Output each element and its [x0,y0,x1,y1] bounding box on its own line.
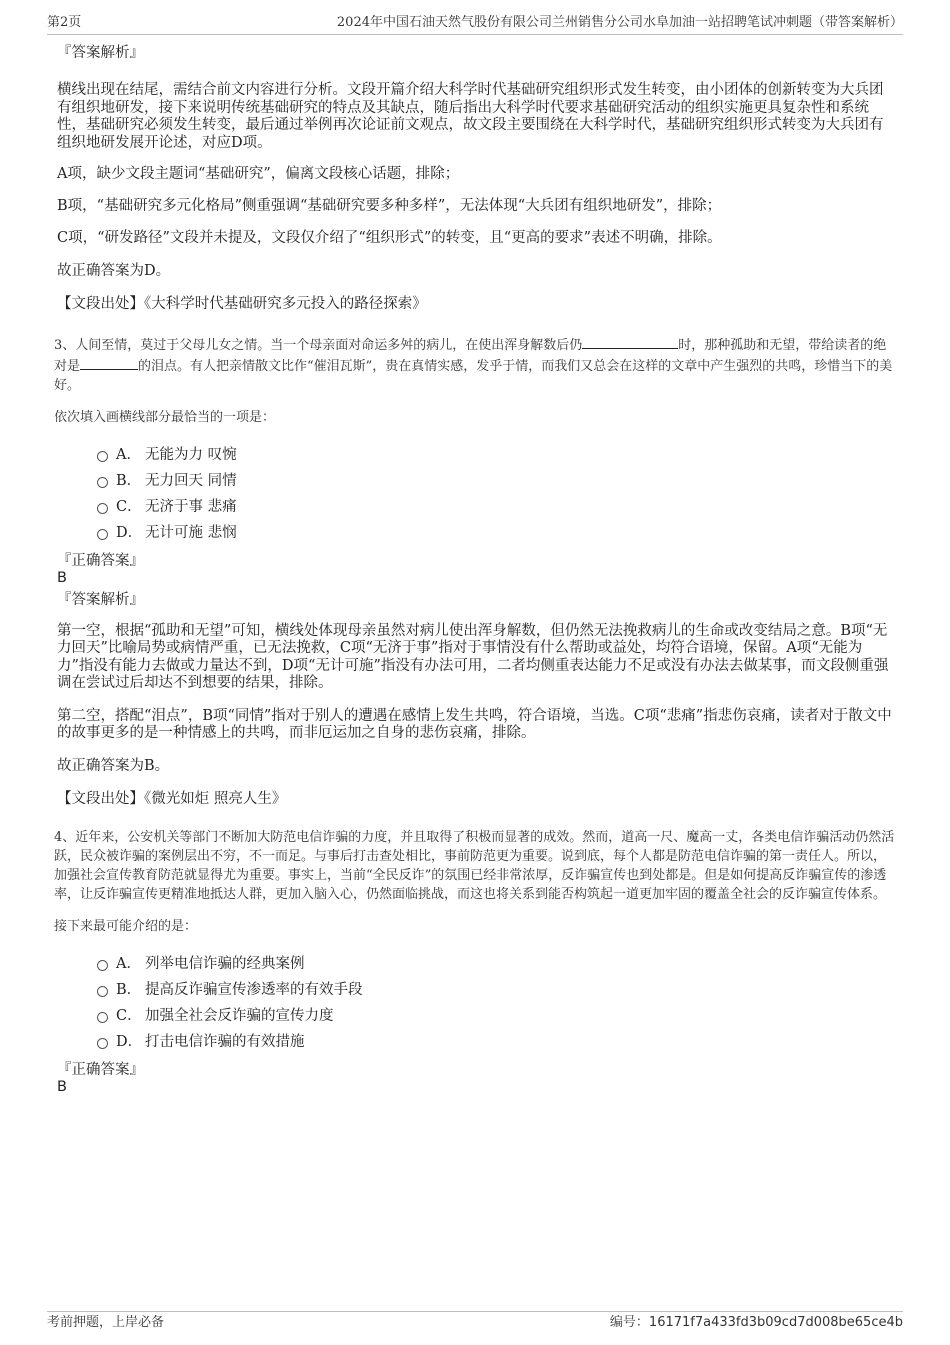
q4-correct-heading: 『正确答案』 [57,1061,144,1078]
q3-option-b[interactable]: B． 无力回天 同情 [97,468,897,494]
q3-analysis-p1: 第一空，根据“孤助和无望”可知，横线处体现母亲虽然对病儿使出浑身解数，但仍然无法挽救病儿的生命或改变结局之意。B项“无力回天”比喻局势或病情严重，已无法挽救，C项“无济于事”指对于事情没有什么帮助或益处，均符合语境，保留。A项“无能为力”指没有能力去做或力量达不到，D项“无计可施”指没有办法可用，二者均侧重表达能力不足或没有办法去做某事，而文段侧重强调在尝试过后却达不到想要的结果，排除。 [57,622,889,691]
document-code: 编号：16171f7a433fd3b09cd7d008be65ce4b [609,1315,903,1330]
radio-icon[interactable] [97,503,108,514]
page-header [47,14,903,35]
main-content [54,44,897,1096]
document-title: 2024年中国石油天然气股份有限公司兰州销售分公司水阜加油一站招聘笔试冲刺题（带答案解析） [336,15,903,30]
q4-option-c[interactable]: C． 加强全社会反诈骗的宣传力度 [97,1003,897,1029]
q2-analysis-heading: 『答案解析』 [57,45,144,61]
radio-icon[interactable] [97,477,108,488]
q3-prompt: 依次填入画横线部分最恰当的一项是： [54,409,276,425]
blank-2 [80,355,138,370]
q3-analysis-heading: 『答案解析』 [57,591,144,608]
q2-conclusion: 故正确答案为D。 [57,262,171,279]
q3-conclusion: 故正确答案为B。 [57,757,170,774]
q4-options [57,951,897,1055]
radio-icon[interactable] [97,529,108,540]
q3-source: 【文段出处】《微光如炬 照亮人生》 [57,791,287,807]
page-footer [47,1311,903,1330]
q3-correct-heading: 『正确答案』 [57,552,144,569]
radio-icon[interactable] [97,1012,108,1023]
q3-option-d[interactable]: D． 无计可施 悲悯 [97,520,897,546]
radio-icon[interactable] [97,986,108,997]
radio-icon[interactable] [97,1038,108,1049]
q4-option-a[interactable]: A． 列举电信诈骗的经典案例 [97,951,897,977]
q4-prompt: 接下来最可能介绍的是： [54,918,198,934]
q2-source: 【文段出处】《大科学时代基础研究多元投入的路径探索》 [57,296,427,312]
q2-option-a-note: A项，缺少文段主题词“基础研究”，偏离文段核心话题，排除； [57,166,460,182]
q3-stem: 3、人间至情，莫过于父母儿女之情。当一个母亲面对命运多舛的病儿，在使出浑身解数后仍 时，那种孤助和无望，带给读者的绝对是 的泪点。有人把亲情散文比作“催泪瓦斯”，贵在真情实感，发乎于情，而我们又总会在这样的文章中产生强烈的共鸣，珍惜当下的美好。 [54,334,897,395]
q3-option-a[interactable]: A． 无能为力 叹惋 [97,442,897,468]
q4-stem: 4、近年来，公安机关等部门不断加大防范电信诈骗的力度，并且取得了积极而显著的成效。然而，道高一尺、魔高一丈，各类电信诈骗活动仍然活跃，民众被诈骗的案例层出不穷，不一而足。与事后打击查处相比，事前防范更为重要。说到底，每个人都是防范电信诈骗的第一责任人。所以，加强社会宣传教育防范就显得尤为重要。事实上，当前“全民反诈”的氛围已经非常浓厚，反诈骗宣传也到处都是。但是如何提高反诈骗宣传的渗透率，让反诈骗宣传更精准地抵达人群，更加入脑入心，仍然面临挑战，而这也将关系到能否构筑起一道更加牢固的覆盖全社会的反诈骗宣传体系。 [54,829,895,902]
q3-option-c[interactable]: C． 无济于事 悲痛 [97,494,897,520]
q2-option-b-note: B项，“基础研究多元化格局”侧重强调“基础研究要多种多样”，无法体现“大兵团有组织地研发”，排除； [57,197,722,214]
blank-1 [582,334,678,349]
q2-analysis-text: 横线出现在结尾，需结合前文内容进行分析。文段开篇介绍大科学时代基础研究组织形式发生转变，由小团体的创新转变为大兵团有组织地研发，接下来说明传统基础研究的特点及其缺点，随后指出大科学时代要求基础研究活动的组织实施更具复杂性和系统性，基础研究必须发生转变，最后通过举例再次论证前文观点，故文段主要围绕在大科学时代，基础研究组织形式转变为大兵团有组织地研发展开论述，对应D项。 [57,82,884,151]
q2-option-c-note: C项，“研发路径”文段并未提及，文段仅介绍了“组织形式”的转变，且“更高的要求”表述不明确，排除。 [57,230,722,246]
q3-analysis-p2: 第二空，搭配“泪点”，B项“同情”指对于别人的遭遇在感情上发生共鸣，符合语境，当选。C项“悲痛”指悲伤哀痛，读者对于散文中的故事更多的是一种情感上的共鸣，而非厄运加之自身的悲伤哀痛，排除。 [57,707,892,741]
q4-option-d[interactable]: D． 打击电信诈骗的有效措施 [97,1029,897,1055]
radio-icon[interactable] [97,960,108,971]
q3-correct-answer: B [57,569,67,586]
footer-slogan: 考前押题，上岸必备 [47,1315,165,1330]
q3-options [57,442,897,546]
page-number: 第2页 [47,15,82,30]
radio-icon[interactable] [97,451,108,462]
q4-option-b[interactable]: B． 提高反诈骗宣传渗透率的有效手段 [97,977,897,1003]
q4-correct-answer: B [57,1078,67,1095]
